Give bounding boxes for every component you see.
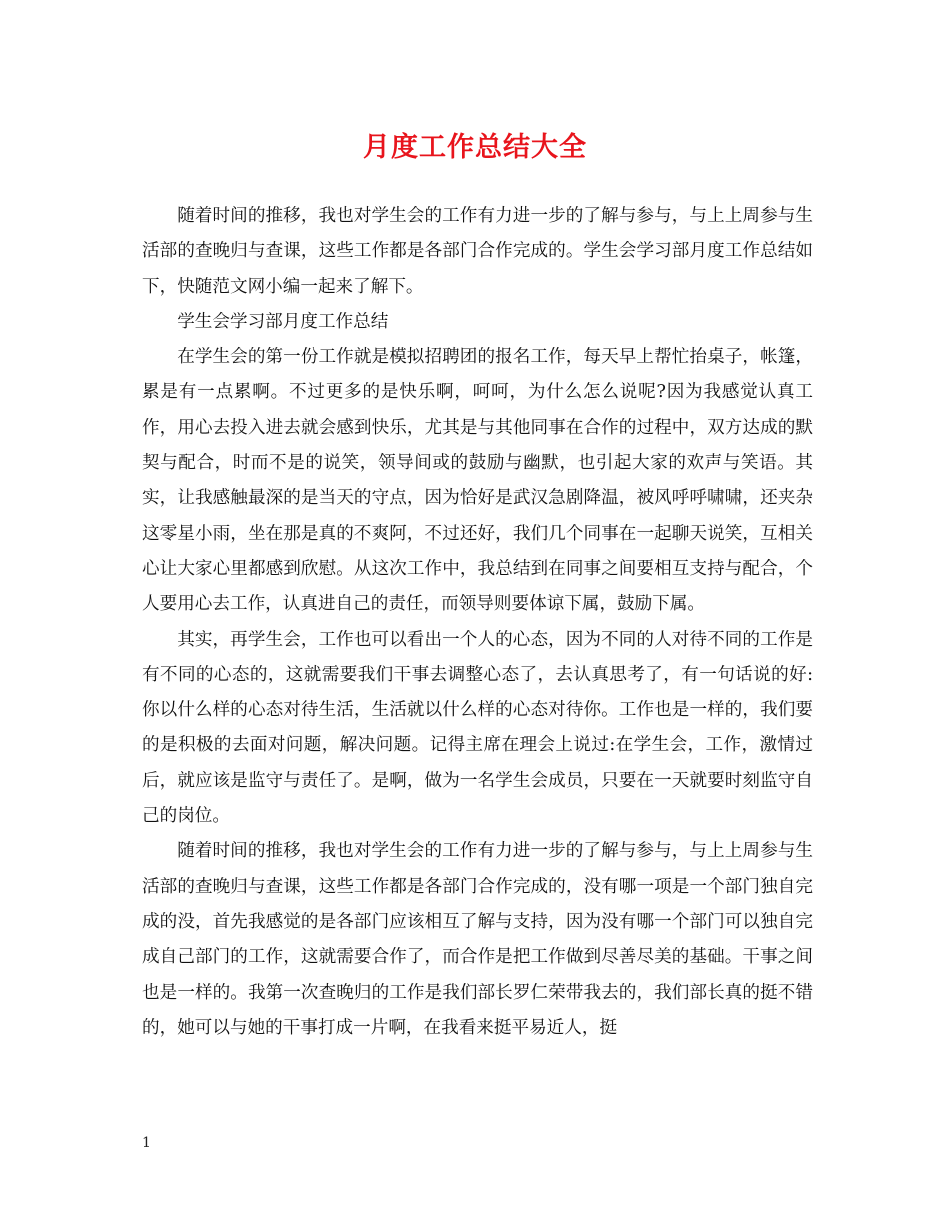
paragraph-first-job: 在学生会的第一份工作就是模拟招聘团的报名工作，每天早上帮忙抬桌子，帐篷，累是有一点累啊。不过更多的是快乐啊，呵呵，为什么怎么说呢?因为我感觉认真工作，用心去投入进去就会感到快乐，尤其是与其他同事在合作的过程中，双方达成的默契与配合，时而不是的说笑，领导间或的鼓励与幽默，也引起大家的欢声与笑语。其实，让我感触最深的是当天的守点，因为恰好是武汉急剧降温，被风呼呼啸啸，还夹杂这零星小雨，坐在那是真的不爽阿，不过还好，我们几个同事在一起聊天说笑，互相关心让大家心里都感到欣慰。从这次工作中，我总结到在同事之间要相互支持与配合，个人要用心去工作，认真进自己的责任，而领导则要体谅下属，鼓励下属。 (142, 347, 813, 615)
paragraph-attitude: 其实，再学生会，工作也可以看出一个人的心态，因为不同的人对待不同的工作是有不同的心态的，这就需要我们干事去调整心态了，去认真思考了，有一句话说的好:你以什么样的心态对待生活，生活就以什么样的心态对待你。工作也是一样的，我们要的是积极的去面对问题，解决问题。记得主席在理会上说过:在学生会，工作，激情过后，就应该是监守与责任了。是啊，做为一名学生会成员，只要在一天就要时刻监守自己的岗位。 (142, 629, 813, 827)
page-number: 1 (142, 1135, 151, 1151)
paragraph-intro: 随着时间的推移，我也对学生会的工作有力进一步的了解与参与，与上上周参与生活部的查晚归与查课，这些工作都是各部门合作完成的。学生会学习部月度工作总结如下，快随范文网小编一起来了解下。 (142, 206, 813, 297)
paragraph-cooperation: 随着时间的推移，我也对学生会的工作有力进一步的了解与参与，与上上周参与生活部的查晚归与查课，这些工作都是各部门合作完成的，没有哪一项是一个部门独自完成的没，首先我感觉的是各部门应该相互了解与支持，因为没有哪一个部门可以独自完成自己部门的工作，这就需要合作了，而合作是把工作做到尽善尽美的基础。干事之间也是一样的。我第一次查晚归的工作是我们部长罗仁荣带我去的，我们部长真的挺不错的，她可以与她的干事打成一片啊，在我看来挺平易近人，挺 (142, 841, 813, 1038)
paragraph-subtitle: 学生会学习部月度工作总结 (177, 311, 389, 332)
document-title: 月度工作总结大全 (363, 132, 587, 163)
document-body (142, 199, 813, 1046)
